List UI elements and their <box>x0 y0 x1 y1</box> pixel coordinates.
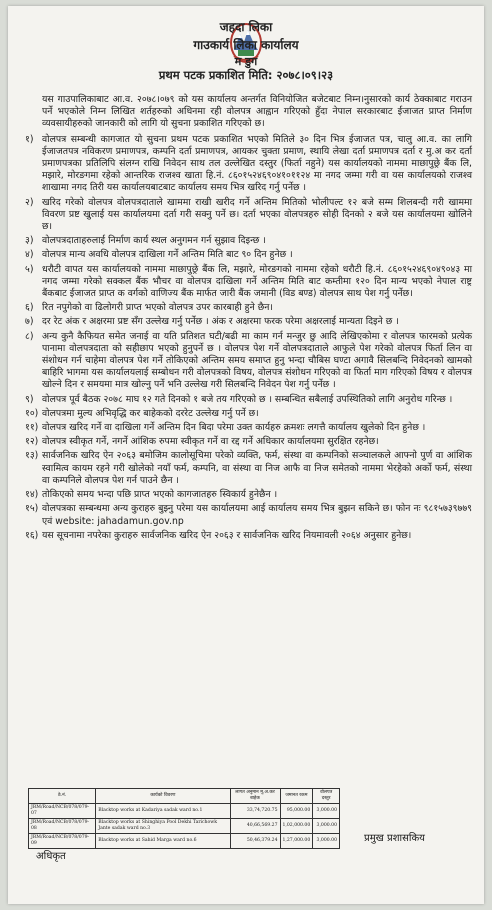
table-row <box>29 834 340 849</box>
condition-item <box>22 450 472 487</box>
conditions-list <box>22 134 472 542</box>
condition-text: तोकिएको समय भन्दा पछि प्राप्त भएको कागजातहरु स्विकार्य हुनेछैन । <box>42 489 278 501</box>
condition-text: वोलपत्र खरिद गर्ने वा दाखिला गर्ने अन्तिम दिन बिदा परेमा उक्त कार्यहरु क्रमशः लगत्तै कार्यालय खुलेको दिन हुनेछ । <box>42 422 426 434</box>
table-cell: 50,46,379.24 <box>230 834 280 849</box>
condition-item <box>22 302 472 314</box>
table-cell: 1,27,000.00 <box>280 834 313 849</box>
condition-number: १) <box>25 133 34 145</box>
table-cell: 95,000.00 <box>280 804 313 819</box>
condition-text: यस सूचनामा नपरेका कुराहरु सार्वजनिक खरिद ऐन २०६३ र सार्वजनिक खरिद नियमावली २०६४ अनुसार हुनेछ। <box>42 529 412 541</box>
condition-text: वोलपत्र पूर्व बैठक २०७८ माघ १२ गते दिनको १ बजे तय गरिएको छ । सम्बन्धित सबैलाई उपस्थितिको लागि अनुरोध गरिन्छ । <box>42 393 453 405</box>
table-cell: JRM/Road/NCB/078/079-08 <box>29 819 96 834</box>
table-header-cell: वोलपत्र दस्तुर <box>313 789 340 804</box>
condition-item <box>22 489 472 501</box>
notice-sheet <box>8 6 484 904</box>
table-header-cell: कार्यको विवरण <box>96 789 230 804</box>
table-row <box>29 819 340 834</box>
condition-item <box>22 134 472 195</box>
condition-number: ११) <box>25 422 39 434</box>
condition-number: ४) <box>25 249 34 261</box>
header-line-1: जहदा लिका <box>219 20 273 34</box>
table-cell: Blacktop works at Sahid Marga ward no.6 <box>96 834 230 849</box>
table-cell: 3,000.00 <box>313 804 340 819</box>
condition-number: ८) <box>25 330 34 342</box>
condition-text: वोलपत्रका सम्बन्धमा अन्य कुराहरु बुझ्नु परेमा यस कार्यालयमा आई कार्यालय समय भित्र बुझन सकिने छ। फोन नः ९८१५७३९७७९ एवं website: jahadamun.gov.np <box>42 503 472 527</box>
table-row <box>29 804 340 819</box>
condition-item <box>22 235 472 247</box>
table-cell: JRM/Road/NCB/078/079-07 <box>29 804 96 819</box>
table-cell: 3,000.00 <box>313 819 340 834</box>
condition-item <box>22 503 472 527</box>
table-cell: Blacktop works at Kadariya sadak ward no.1 <box>96 804 230 819</box>
table-header-cell: जमानत रकम <box>280 789 313 804</box>
condition-item <box>22 264 472 301</box>
condition-text: खरिद गरेको वोलपत्र वोलपत्रदाताले खाममा राखी खरीद गर्ने अन्तिम मितिको भोलीपल्ट १२ बजे सम्म शिलबन्दी गरी खाममा विवरण प्रष्ट खुलाई यस कार्यालयमा दर्ता गरी सक्नु पर्ने छ। दर्ता भएका वोलपत्रहरु सोही दिनको २ बजे यस कार्यालयमा खोलिने छ। <box>42 196 472 233</box>
condition-item <box>22 316 472 328</box>
condition-item <box>22 331 472 392</box>
condition-number: १६) <box>25 529 39 541</box>
condition-text: वोलपत्र स्वीकृत गर्ने, नगर्ने आंशिक रुपमा स्वीकृत गर्ने वा रद्द गर्ने अधिकार कार्यालयमा सुरक्षित रहनेछ। <box>42 436 379 448</box>
notice-body <box>22 94 472 544</box>
condition-number: १४) <box>25 489 39 501</box>
condition-number: १३) <box>25 450 39 462</box>
condition-item <box>22 197 472 234</box>
table-cell: JRM/Road/NCB/078/079-09 <box>29 834 96 849</box>
condition-item <box>22 249 472 261</box>
table-cell: Blacktop works at Shinghiya Pool Dekhi Tarichowk Jante sadak ward no.3 <box>96 819 230 834</box>
condition-text: अन्य कुनै कैफियत समेत जनाई वा यति प्रतिशत घटी/बढी मा काम गर्न मन्जुर छु आदि लेखिएकोमा र वोलपत्र फारमको प्रत्येक पानामा वोलपत्रदाता को सहीछाप भएको हुनुपर्ने छ । वोलपत्र पेश गर्ने वोलपत्रदाताले आफुले पेश गरेको वोलपत्र फिर्ता लिन वा संशोधन गर्न चाहेमा वोलपत्र पेश गर्ने तोकिएको अन्तिम समय समाप्त हुनु भन्दा चौबिस घण्टा अगावै सिलबन्दि निवेदनको खामको बाहिरि भागमा यस कार्यालयलाई सम्बोधन गरी वोलपत्रको विषय, वोलपत्र संशोधन गरिएको वा फिर्ता माग गरिएको विषय र वोलपत्र खोल्ने दिन र समयमा मात्र खोल्नु पर्ने भनि उल्लेख गरी सिलबन्दि निवेदन पेश गर्नु पर्नेछ । <box>42 330 472 391</box>
condition-text: वोलपत्रमा मुल्य अभिवृद्धि कर बाहेकको दररेट उल्लेख गर्नु पर्ने छ। <box>42 407 259 419</box>
condition-number: ३) <box>25 235 34 247</box>
condition-item <box>22 394 472 406</box>
condition-item <box>22 408 472 420</box>
table-cell: 1,02,000.00 <box>280 819 313 834</box>
condition-text: दर रेट अंक र अक्षरमा प्रष्ट सँग उल्लेख गर्नु पर्नेछ । अंक र अक्षरमा फरक परेमा अक्षरलाई मान्यता दिइने छ । <box>42 316 399 328</box>
table-cell: 33,74,720.75 <box>230 804 280 819</box>
condition-number: १५) <box>25 503 39 515</box>
condition-number: १२) <box>25 436 39 448</box>
table-cell: 40,66,569.27 <box>230 819 280 834</box>
condition-number: १०) <box>25 407 39 419</box>
table-cell: 3,000.00 <box>313 834 340 849</box>
condition-text: वोलपत्र मान्य अवधि वोलपत्र दाखिला गर्ने अन्तिम मिति बाट ९० दिन हुनेछ । <box>42 249 293 261</box>
table-header-cell: लागत अनुमान मू.अ.कर बाहेक <box>230 789 280 804</box>
condition-text: सार्वजनिक खरिद ऐन २०६३ बमोजिम कालोसूचिमा परेको व्यक्ति, फर्म, संस्था वा कम्पनिको सञ्चालकले आफ्नो पुर्ण वा आंशिक स्वामित्व कायम रहने गरी खोलेको नयाँ फर्म, कम्पनि, वा संस्था वा निज आफै वा निज समेतको नाममा भेरहेको अर्को फर्म, संस्था वा कम्पनिले वोलपत्र पेश गर्न पाउने छैन । <box>42 450 472 486</box>
condition-item <box>22 422 472 434</box>
condition-text: वोलपत्र सम्बन्धी कागजात यो सुचना प्रथम पटक प्रकाशित भएको मितिले ३० दिन भित्र ईजाजत पत्र, चालु आ.व. का लागि ईजाजतपत्र नविकरण प्रमाणपत्र, कम्पनि दर्ता प्रमाणपत्र, आयकर चुक्ता प्रमाण, स्थायि लेखा दर्ता प्रमाणपत्र दर्ता र मु.अ कर दर्ता प्रमाणपत्रका प्रतिलिपि संलग्न राखि निवेदन साथ तल उल्लेखित दस्तुर (फिर्ता नहुने) यस कार्यालयको नाममा माछापुछ्रे बैंक लि, मझारे, मोरङगमा रहेको आन्तरिक राजश्व खाता हि.नं. ८६०१५२४६९०४१०११२४ मा नगद जम्मा गरी वा यस कार्यालयको राजश्व शाखामा नगद तिरी यस कार्यालयबाटबाट कार्यालय समय भित्र खरिद गर्नु पर्नेछ । <box>42 133 472 194</box>
condition-item <box>22 530 472 542</box>
condition-text: वोलपत्रदाताहरुलाई निर्माण कार्य स्थल अनुगमन गर्न सुझाव दिइन्छ । <box>42 235 266 247</box>
header-location: म डुग <box>234 55 258 68</box>
condition-number: ५) <box>25 263 34 275</box>
header-office-name: गाउकार्य लिका कार्यालय <box>193 38 299 52</box>
condition-number: ६) <box>25 302 34 314</box>
condition-number: ९) <box>25 393 34 405</box>
condition-text: रित नपुगेको वा ढिलोगरी प्राप्त भएको वोलपत्र उपर कारबाही हुने छैन। <box>42 302 273 314</box>
publication-date: प्रथम पटक प्रकाशित मिति: २०७८।०९।२३ <box>158 68 334 82</box>
signatory-title-cont: अधिकृत <box>36 851 66 862</box>
table-header-row <box>29 789 340 804</box>
condition-number: ७) <box>25 316 34 328</box>
condition-item <box>22 436 472 448</box>
contract-table <box>28 788 340 849</box>
condition-text: धरौटी वापत यस कार्यालयको नाममा माछापुछ्रे बैंक लि, मझारे, मोरङगको नाममा रहेको धरौटी हि.नं. ८६०१५२४६९०४९०४३ मा नगद जम्मा गरेको सक्कल बैंक भौचर वा वोलपत्र दाखिला गर्ने अन्तिम मिति बाट कम्तीमा १२० दिन मान्य भएको नेपाल राष्ट्र बैंकबाट ईजाजत प्राप्त क वर्गको वाणिज्य बैंक मार्फत जारी बैंक जमानी (विड बण्ड) वोलपत्र साथ पेश गर्नु पर्नेछ। <box>42 263 472 300</box>
table-header-cell: ठे.नं. <box>29 789 96 804</box>
intro-paragraph: यस गाउपालिकाबाट आ.व. २०७८।०७९ को यस कार्यालय अन्तर्गत विनियोजित बजेटबाट निम्न।नुसारको कार्य ठेक्काबाट गराउन पर्ने भएकोले निम्न लिखित शर्तहरुको अधिनमा रही वोलपत्र आह्वान गरिएको हुँदा नेपाल सरकारबाट ईजाजत प्राप्त निर्माण व्यवसायीहरुको जानकारी को लागि यो सुचना प्रकाशित गरिएको छ। <box>42 94 472 130</box>
signatory-title: प्रमुख प्रशासकिय <box>364 833 425 844</box>
condition-number: २) <box>25 196 34 208</box>
